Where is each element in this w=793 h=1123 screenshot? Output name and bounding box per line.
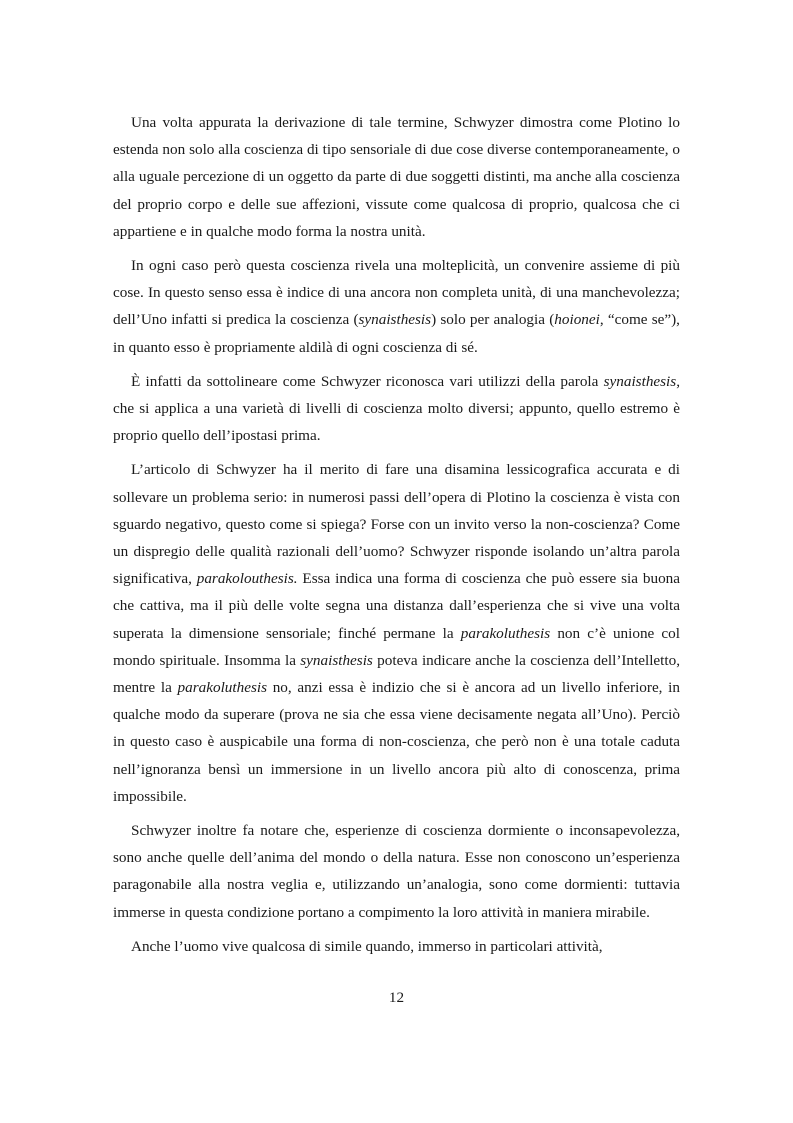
italic-term: synaisthesis bbox=[358, 311, 432, 329]
italic-term: parakoluthesis bbox=[177, 679, 267, 697]
italic-term: hoionei bbox=[554, 311, 600, 329]
paragraph: L’articolo di Schwyzer ha il merito di fare una disamina lessicografica accurata e di sollevare un problema serio: in numerosi passi dell’opera di Plotino la coscienza è vista con sguardo negativo, questo come si spiega? Forse con un invito verso la non-coscienza? Come un dispregio delle qualità razionali dell’uomo? Schwyzer risponde isolando un’altra parola significativa, parakolouthesis. Essa indica una forma di coscienza che può essere sia buona che cattiva, ma il più delle volte segna una distanza dall’esperienza che si vive una volta superata la dimensione sensoriale; finché permane la parakoluthesis non c’è unione col mondo spirituale. Insomma la synaisthesis poteva indicare anche la coscienza dell’Intelletto, mentre la parakoluthesis no, anzi essa è indizio che si è ancora ad un livello inferiore, in qualche modo da superare (prova ne sia che essa viene decisamente negata all’Uno). Perciò in questo caso è auspicabile una forma di non-coscienza, che però non è una totale caduta nell’ignoranza bensì un immersione in un livello ancora più alto di conoscenza, prima impossibile. bbox=[113, 461, 680, 805]
italic-term: synaisthesis bbox=[603, 372, 677, 390]
italic-term: parakoluthesis bbox=[460, 624, 551, 642]
paragraph: In ogni caso però questa coscienza rivela una molteplicità, un convenire assieme di più cose. In questo senso essa è indice di una ancora non completa unità, di una manchevolezza; dell’Uno infatti si predica la coscienza (synaisthesis) solo per analogia (hoionei, “come se”), in quanto esso è propriamente aldilà di ogni coscienza di sé. bbox=[113, 257, 680, 356]
body-text bbox=[113, 109, 680, 967]
paragraph: Anche l’uomo vive qualcosa di simile quando, immerso in particolari attività, bbox=[131, 937, 603, 955]
paragraph: Una volta appurata la derivazione di tale termine, Schwyzer dimostra come Plotino lo estenda non solo alla coscienza di tipo sensoriale di due cose diverse contemporaneamente, o alla uguale percezione di un oggetto da parte di due soggetti distinti, ma anche alla coscienza del proprio corpo e delle sue affezioni, vissute come qualcosa di proprio, qualcosa che ci appartiene e in qualche modo forma la nostra unità. bbox=[113, 114, 680, 240]
paragraph: È infatti da sottolineare come Schwyzer riconosca vari utilizzi della parola synaisthesis, che si applica a una varietà di livelli di coscienza molto diversi; appunto, quello estremo è proprio quello dell’ipostasi prima. bbox=[113, 372, 680, 445]
page-number: 12 bbox=[388, 989, 405, 1006]
italic-term: synaisthesis bbox=[300, 651, 373, 669]
italic-term: parakolouthesis. bbox=[196, 570, 298, 588]
paragraph: Schwyzer inoltre fa notare che, esperienze di coscienza dormiente o inconsapevolezza, sono anche quelle dell’anima del mondo o della natura. Esse non conoscono un’esperienza paragonabile alla nostra veglia e, utilizzando un’analogia, sono come dormienti: tuttavia immerse in questa condizione portano a compimento la loro attività in maniera mirabile. bbox=[113, 822, 680, 921]
